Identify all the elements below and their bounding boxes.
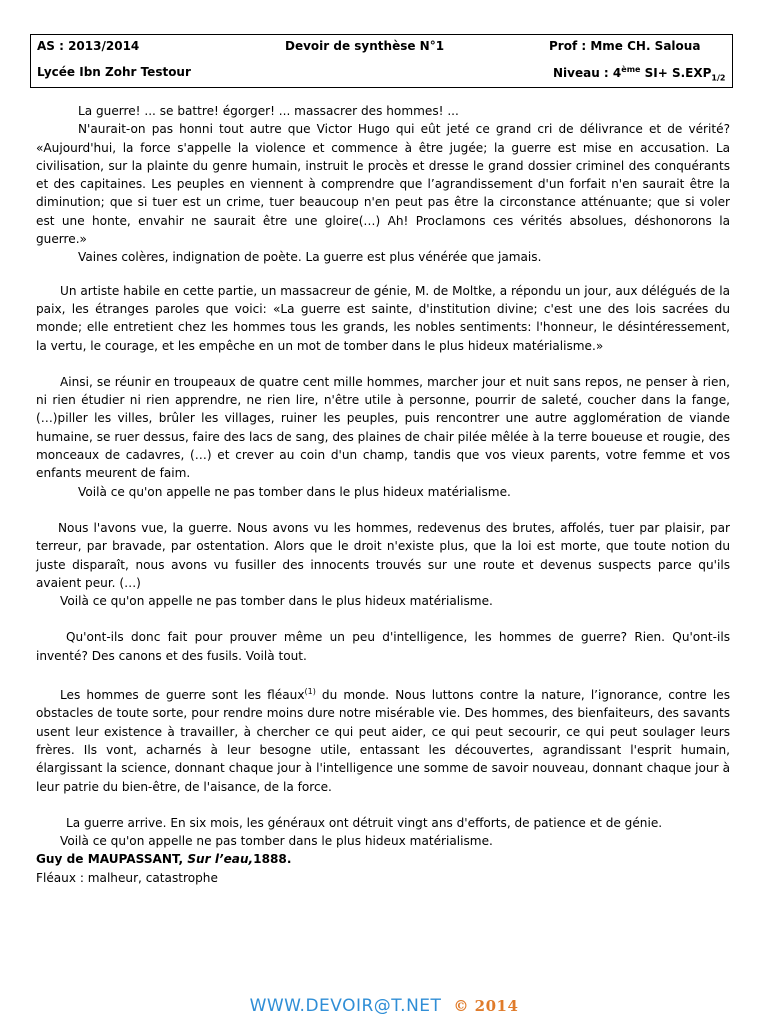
level-prefix: Niveau : 4 (553, 66, 622, 80)
spacer (36, 796, 730, 814)
class-level (553, 65, 725, 82)
level-sup: ème (621, 65, 641, 74)
spacer (36, 665, 730, 683)
signature-year: 1888. (253, 852, 292, 867)
spacer (36, 501, 730, 519)
paragraph-2: N'aurait-on pas honni tout autre que Victor Hugo qui eût jeté ce grand cri de délivrance et de vérité? «Aujourd'hui, la force s'appelle la violence et commence à être jugée; la guerre est mise en accusation. La civilisation, sur la plainte du genre humain, instruit le procès et dresse le grand dossier criminel des conquérants et des capitaines. Les peuples en viennent à comprendre que l’agrandissement d'un forfait n'en saurait être la diminution; que si tuer est un crime, tuer beaucoup n'en peut pas être la circonstance atténuante; que si voler est une honte, envahir ne saurait être une gloire(…) Ah! Proclamons ces vérités absolues, déshonorons la guerre.» (36, 122, 730, 247)
refrain-2: Voilà ce qu'on appelle ne pas tomber dans le plus hideux matérialisme. (60, 594, 493, 609)
paragraph-5: Ainsi, se réunir en troupeaux de quatre cent mille hommes, marcher jour et nuit sans repos, ne penser à rien, ni rien étudier ni rien apprendre, ne rien lire, n'être utile à personne, pourrir de saleté, coucher dans la fange, (…)piller les villes, brûler les villages, ruiner les peuples, puis rencontrer une autre agglomération de viande humaine, se ruer dessus, faire des lacs de sang, des plaines de chair pilée mêlée à la terre boueuse et rougie, des monceaux de cadavres, (…) et crever au coin d'un champ, tandis que vos vieux parents, votre femme et vos enfants meurent de faim. (36, 374, 730, 481)
spacer (36, 267, 730, 282)
footer-site: WWW.DEVOIR@T.NET (249, 996, 442, 1016)
spacer (36, 610, 730, 628)
header-box (30, 34, 733, 88)
paragraph-8 (36, 683, 730, 796)
exam-title: Devoir de synthèse N°1 (285, 39, 445, 53)
spacer (36, 355, 730, 373)
footnote: Fléaux : malheur, catastrophe (36, 870, 218, 885)
signature-work: Sur l’eau, (187, 852, 254, 867)
refrain-3: Voilà ce qu'on appelle ne pas tomber dans le plus hideux matérialisme. (60, 834, 493, 849)
footer-copyright: © 2014 (453, 997, 519, 1015)
footnote-ref: (1) (304, 687, 316, 697)
level-sub: 1/2 (711, 73, 726, 83)
refrain-1: Voilà ce qu'on appelle ne pas tomber dans le plus hideux matérialisme. (78, 484, 511, 499)
school-name: Lycée Ibn Zohr Testour (37, 65, 191, 79)
school-year: AS : 2013/2014 (37, 39, 140, 53)
document-body (36, 102, 730, 887)
paragraph-4: Un artiste habile en cette partie, un massacreur de génie, M. de Moltke, a répondu un jour, aux délégués de la paix, les étranges paroles que voici: «La guerre est sainte, d'institution divine; c'est une des lois sacrées du monde; elle entretient chez les hommes tous les grands, les nobles sentiments: l'honneur, le désintéressement, la vertu, le courage, et les empêche en un mot de tomber dans le plus hideux matérialisme.» (36, 283, 730, 353)
paragraph-9: La guerre arrive. En six mois, les généraux ont détruit vingt ans d'efforts, de patience et de génie. (66, 815, 663, 830)
teacher-name: Prof : Mme CH. Saloua (549, 39, 701, 53)
paragraph-8-end: du monde. Nous luttons contre la nature, l’ignorance, contre les obstacles de toute sorte, pour rendre moins dure notre misérable vie. Des hommes, des bienfaiteurs, des savants usent leur existence à travailler, à chercher ce qui peut aider, ce qui peut secourir, ce qui peut soulager leurs frères. Ils vont, acharnés à leur besogne utile, entassant les découvertes, agrandissant l'esprit humain, élargissant la science, donnant chaque jour à l'intelligence une somme de savoir nouveau, donnant chaque jour à leur patrie du bien-être, de l'aisance, de la force. (36, 688, 730, 794)
signature-author: Guy de MAUPASSANT, (36, 852, 188, 867)
paragraph-8-start: Les hommes de guerre sont les fléaux (60, 688, 305, 703)
paragraph-1: La guerre! ... se battre! égorger! ... massacrer des hommes! ... (78, 104, 459, 118)
paragraph-6: Nous l'avons vue, la guerre. Nous avons vu les hommes, redevenus des brutes, affolés, tuer par plaisir, par terreur, par bravade, par ostentation. Alors que le droit n'existe plus, que la loi est morte, que toute notion du juste disparaît, nous avons vu fusiller des innocents trouvés sur une route et devenus suspects parce qu'ils avaient peur. (…) (36, 520, 730, 590)
paragraph-7: Qu'ont-ils donc fait pour prouver même un peu d'intelligence, les hommes de guerre? Rien. Qu'ont-ils inventé? Des canons et des fusils. Voilà tout. (36, 630, 730, 663)
footer (0, 996, 768, 1016)
signature (36, 850, 730, 868)
level-mid: SI+ S.EXP (640, 66, 712, 80)
paragraph-3: Vaines colères, indignation de poète. La guerre est plus vénérée que jamais. (78, 250, 542, 265)
